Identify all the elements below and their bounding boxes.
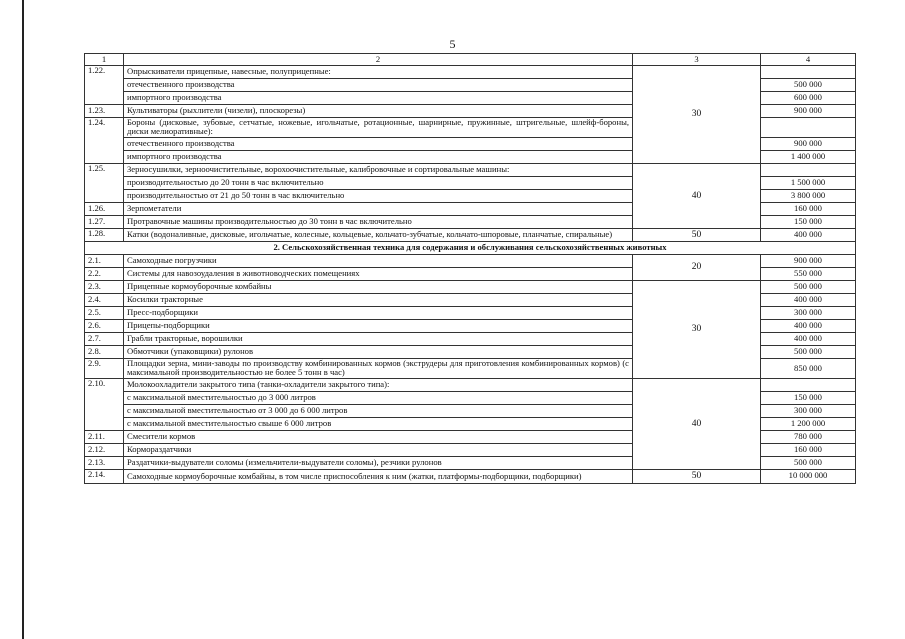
row-number: 2.1.: [85, 254, 124, 267]
row-name: Опрыскиватели прицепные, навесные, полуприцепные:: [124, 66, 633, 79]
row-price: 150 000: [761, 215, 856, 228]
row-number: 1.28.: [85, 228, 124, 241]
row-percent: 40: [633, 163, 761, 228]
row-price: 550 000: [761, 267, 856, 280]
table-header-row: [85, 54, 856, 66]
row-name: импортного производства: [124, 150, 633, 163]
row-percent: 40: [633, 378, 761, 469]
table-row: [85, 280, 856, 293]
row-name: производительностью до 20 тонн в час включительно: [124, 176, 633, 189]
row-percent: 50: [633, 228, 761, 241]
row-price: 1 500 000: [761, 176, 856, 189]
row-price: 400 000: [761, 319, 856, 332]
row-name: с максимальной вместительностью до 3 000 литров: [124, 391, 633, 404]
page-edge-line: [22, 0, 24, 639]
row-name: Площадки зерна, мини-заводы по производству комбинированных кормов (экструдеры для приготовления комбинированных кормов) (с максимальной производительностью не более 5 тонн в час): [124, 358, 633, 378]
row-price: [761, 163, 856, 176]
row-price: 780 000: [761, 430, 856, 443]
row-percent: 20: [633, 254, 761, 280]
row-percent: 30: [633, 66, 761, 164]
row-price: 400 000: [761, 228, 856, 241]
row-number: 1.23.: [85, 105, 124, 118]
row-price: 10 000 000: [761, 469, 856, 483]
row-price: 900 000: [761, 105, 856, 118]
table-row: [85, 254, 856, 267]
row-name: импортного производства: [124, 92, 633, 105]
row-name: Системы для навозоудаления в животноводческих помещениях: [124, 267, 633, 280]
row-name: Протравочные машины производительностью до 30 тонн в час включительно: [124, 215, 633, 228]
row-number: 2.3.: [85, 280, 124, 293]
row-name: Косилки тракторные: [124, 293, 633, 306]
row-name: с максимальной вместительностью от 3 000 до 6 000 литров: [124, 404, 633, 417]
row-number: 2.8.: [85, 345, 124, 358]
row-price: 600 000: [761, 92, 856, 105]
row-percent: 30: [633, 280, 761, 378]
row-number: 1.24.: [85, 118, 124, 164]
row-name: Зерпометатели: [124, 202, 633, 215]
row-name: Самоходные погрузчики: [124, 254, 633, 267]
row-price: 400 000: [761, 293, 856, 306]
row-price: 300 000: [761, 404, 856, 417]
page-number: 5: [449, 37, 456, 51]
row-number: 2.12.: [85, 443, 124, 456]
row-name: Обмотчики (упаковщики) рулонов: [124, 345, 633, 358]
row-number: 1.22.: [85, 66, 124, 105]
row-price: 160 000: [761, 202, 856, 215]
row-number: 2.4.: [85, 293, 124, 306]
row-number: 2.10.: [85, 378, 124, 430]
row-name: Бороны (дисковые, зубовые, сетчатые, ножевые, игольчатые, ротационные, шарнирные, пружинные, штригельные, шлейф-бороны, диски мелиоративные):: [124, 118, 633, 138]
row-number: 2.9.: [85, 358, 124, 378]
table-row: [85, 378, 856, 391]
row-number: 2.2.: [85, 267, 124, 280]
row-percent: 50: [633, 469, 761, 483]
row-number: 1.25.: [85, 163, 124, 202]
table-row: [85, 228, 856, 241]
row-price: 1 200 000: [761, 417, 856, 430]
table-row: [85, 469, 856, 483]
row-name: Пресс-подборщики: [124, 306, 633, 319]
row-name: Раздатчики-выдуватели соломы (измельчители-выдуватели соломы), резчики рулонов: [124, 456, 633, 469]
subsidy-table: [84, 53, 856, 484]
row-number: 2.13.: [85, 456, 124, 469]
row-price: 500 000: [761, 345, 856, 358]
header-col-4: 4: [761, 54, 856, 66]
row-name: Культиваторы (рыхлители (чизели), плоскорезы): [124, 105, 633, 118]
row-price: 500 000: [761, 79, 856, 92]
row-number: 2.14.: [85, 469, 124, 483]
header-col-2: 2: [124, 54, 633, 66]
row-name: Катки (водоналивные, дисковые, игольчатые, колесные, кольцевые, кольчато-зубчатые, кольчато-шпоровые, планчатые, спиральные): [124, 228, 633, 241]
row-price: 300 000: [761, 306, 856, 319]
row-number: 2.11.: [85, 430, 124, 443]
row-price: 500 000: [761, 456, 856, 469]
row-name: Прицепы-подборщики: [124, 319, 633, 332]
section-heading-row: [85, 241, 856, 254]
row-number: 2.7.: [85, 332, 124, 345]
row-name: с максимальной вместительностью свыше 6 000 литров: [124, 417, 633, 430]
row-number: 2.6.: [85, 319, 124, 332]
row-name: производительностью от 21 до 50 тонн в час включительно: [124, 189, 633, 202]
table-row: [85, 163, 856, 176]
row-name: Кормораздатчики: [124, 443, 633, 456]
row-name: отечественного производства: [124, 79, 633, 92]
row-price: 900 000: [761, 254, 856, 267]
row-price: 900 000: [761, 137, 856, 150]
header-col-1: 1: [85, 54, 124, 66]
row-name: Смесители кормов: [124, 430, 633, 443]
row-price: 1 400 000: [761, 150, 856, 163]
row-name: Молокоохладители закрытого типа (танки-охладители закрытого типа):: [124, 378, 633, 391]
row-price: 500 000: [761, 280, 856, 293]
row-price: [761, 66, 856, 79]
row-number: 1.26.: [85, 202, 124, 215]
row-name: Прицепные кормоуборочные комбайны: [124, 280, 633, 293]
section-2-title: 2. Сельскохозяйственная техника для содержания и обслуживания сельскохозяйственных животных: [85, 241, 856, 254]
row-price: 160 000: [761, 443, 856, 456]
row-number: 1.27.: [85, 215, 124, 228]
row-price: 850 000: [761, 358, 856, 378]
row-price: [761, 378, 856, 391]
row-price: 400 000: [761, 332, 856, 345]
row-name: Самоходные кормоуборочные комбайны, в том числе приспособления к ним (жатки, платформы-подборщики, подборщики): [124, 469, 633, 483]
header-col-3: 3: [633, 54, 761, 66]
row-name: отечественного производства: [124, 137, 633, 150]
row-name: Грабли тракторные, ворошилки: [124, 332, 633, 345]
row-price: 3 800 000: [761, 189, 856, 202]
row-number: 2.5.: [85, 306, 124, 319]
row-price: [761, 118, 856, 138]
row-name: Зерносушилки, зерноочистительные, ворохоочистительные, калибровочные и сортировальные машины:: [124, 163, 633, 176]
row-price: 150 000: [761, 391, 856, 404]
table-row: [85, 66, 856, 79]
